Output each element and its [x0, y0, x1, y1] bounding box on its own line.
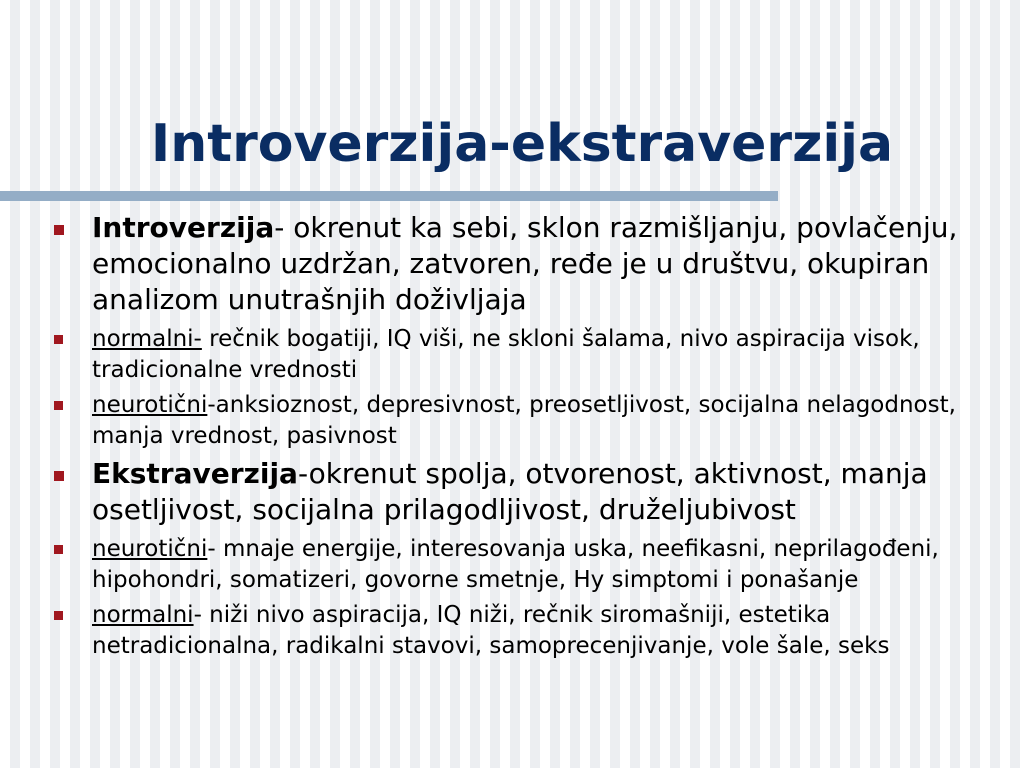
- bullet-term: neurotični: [92, 536, 208, 562]
- slide-title: Introverzija-ekstraverzija: [150, 114, 894, 174]
- square-bullet-icon: [54, 401, 63, 410]
- bullet-text: -anksioznost, depresivnost, preosetljivost, socijalna nelagodnost, manja vrednost, pasivnost: [92, 392, 956, 449]
- bullet-term: neurotični: [92, 392, 208, 418]
- bullet-ekstraverzija-neuroticni: [54, 534, 1014, 596]
- bullet-ekstraverzija-normalni: [54, 600, 1014, 662]
- bullet-text: rečnik bogatiji, IQ viši, ne skloni šalama, nivo aspiracija visok, tradicionalne vrednosti: [92, 326, 920, 383]
- square-bullet-icon: [54, 335, 63, 344]
- bullet-term: normalni: [92, 602, 194, 628]
- bullet-ekstraverzija: [54, 456, 1014, 528]
- title-underline-bar: [0, 191, 778, 201]
- bullet-term: Ekstraverzija: [92, 457, 298, 490]
- bullet-introverzija-normalni: [54, 324, 1014, 386]
- square-bullet-icon: [54, 225, 64, 235]
- square-bullet-icon: [54, 611, 63, 620]
- square-bullet-icon: [54, 545, 63, 554]
- bullet-text: - niži nivo aspiracija, IQ niži, rečnik siromašniji, estetika netradicionalna, radikalni stavovi, samoprecenjivanje, vole šale, seks: [92, 602, 890, 659]
- bullet-text: -okrenut spolja, otvorenost, aktivnost, manja osetljivost, socijalna prilagodljivost, druželjubivost: [92, 457, 928, 526]
- bullet-text: - mnaje energije, interesovanja uska, neefikasni, neprilagođeni, hipohondri, somatizeri, govorne smetnje, Hy simptomi i ponašanje: [92, 536, 939, 593]
- bullet-introverzija-neuroticni: [54, 390, 1014, 452]
- bullet-introverzija: [54, 210, 1014, 318]
- bullet-term: normalni-: [92, 326, 202, 352]
- bullet-list: [54, 210, 1014, 666]
- bullet-text: - okrenut ka sebi, sklon razmišljanju, povlačenju, emocionalno uzdržan, zatvoren, ređe je u društvu, okupiran analizom unutrašnjih doživljaja: [92, 211, 958, 316]
- bullet-term: Introverzija: [92, 211, 275, 244]
- square-bullet-icon: [54, 471, 64, 481]
